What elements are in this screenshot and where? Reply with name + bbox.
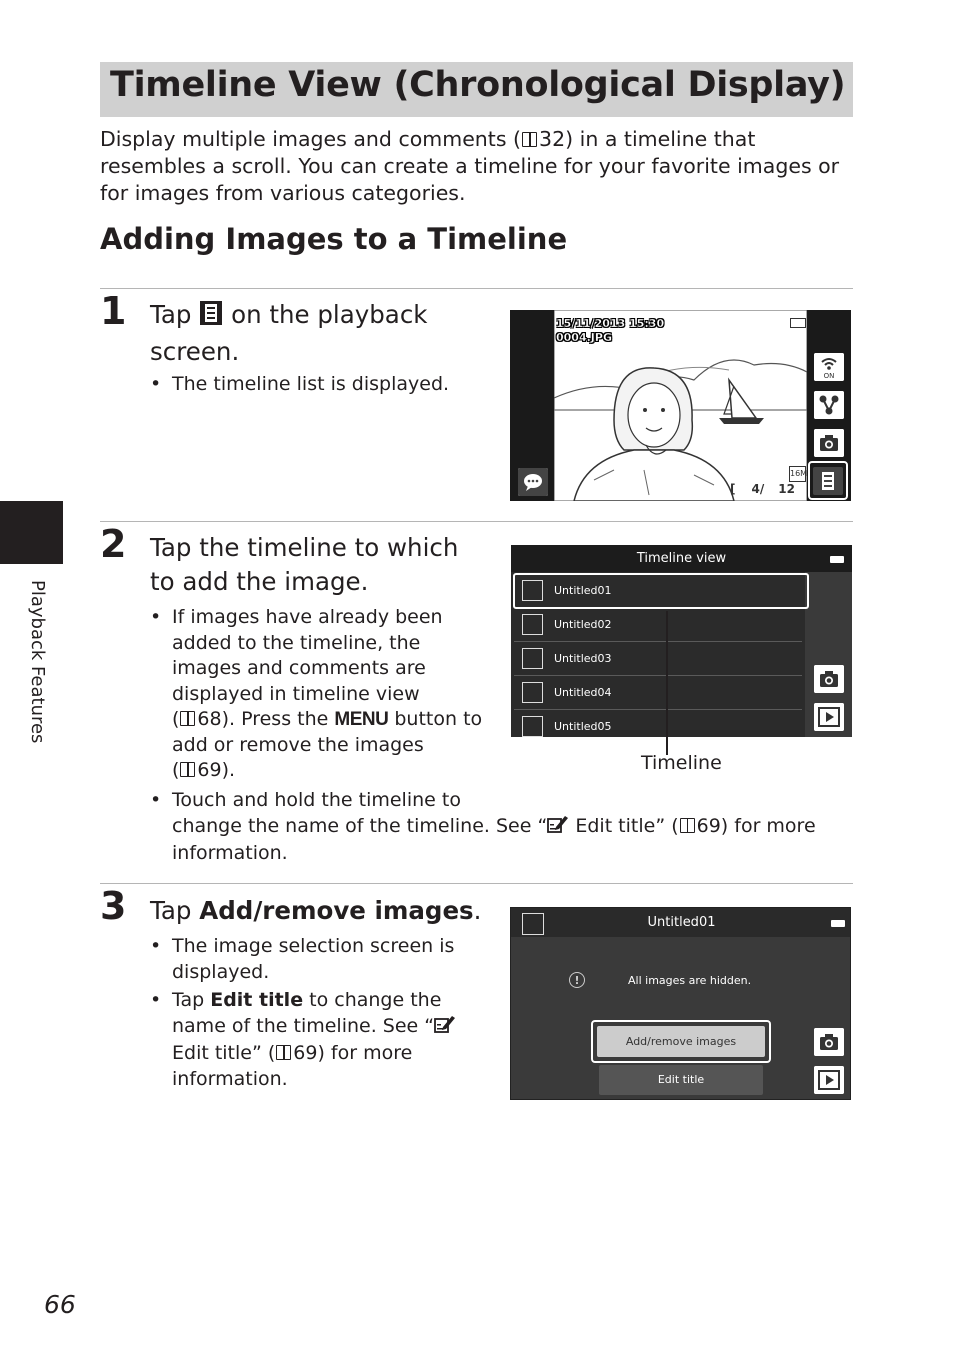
page-ref-icon bbox=[180, 711, 195, 726]
camera-icon bbox=[814, 665, 844, 693]
divider bbox=[100, 521, 853, 522]
playback-screen bbox=[510, 310, 851, 501]
battery-icon bbox=[831, 920, 845, 927]
frame-number: 4/ bbox=[751, 482, 765, 496]
menu-button-icon: MENU bbox=[334, 709, 389, 730]
edit-title-button[interactable]: Edit title bbox=[599, 1065, 763, 1095]
add-remove-images-button[interactable]: Add/remove images bbox=[597, 1026, 765, 1057]
intro-ref-number: 32 bbox=[539, 127, 566, 151]
share-icon bbox=[814, 391, 844, 419]
list-header: Timeline view bbox=[511, 545, 852, 572]
step1-head-b: on the playback bbox=[231, 300, 428, 329]
screen-header: Untitled01 bbox=[511, 908, 851, 937]
step2-heading: Tap the timeline to which to add the image. bbox=[150, 533, 459, 596]
checkbox[interactable] bbox=[522, 682, 543, 703]
list-item[interactable]: Untitled03 bbox=[514, 642, 802, 676]
step1-head-c: screen. bbox=[150, 337, 240, 366]
playback-button[interactable] bbox=[814, 1066, 844, 1094]
chapter-label: Playback Features bbox=[27, 580, 48, 744]
section-heading: Adding Images to a Timeline bbox=[100, 222, 568, 256]
timeline-callout-label: Timeline bbox=[641, 752, 722, 774]
list-item[interactable]: Untitled01 bbox=[514, 574, 802, 608]
step-number: 3 bbox=[100, 884, 127, 928]
info-icon: ! bbox=[569, 972, 585, 988]
edit-title-icon bbox=[434, 1014, 456, 1042]
timeline-icon bbox=[813, 467, 843, 495]
step1-head-a: Tap bbox=[150, 300, 192, 329]
intro-text-a: Display multiple images and comments ( bbox=[100, 127, 522, 151]
edit-title-icon bbox=[547, 814, 569, 842]
timeline-icon bbox=[199, 300, 223, 335]
chapter-tab bbox=[0, 501, 63, 564]
divider bbox=[100, 883, 853, 884]
photo-filename: 0004.JPG bbox=[556, 331, 612, 344]
selected-row-highlight bbox=[513, 573, 809, 609]
photo-datetime: 15/11/2013 15:30 bbox=[556, 317, 665, 330]
list-item[interactable]: Untitled05 bbox=[514, 710, 802, 737]
image-size-badge: 16M bbox=[789, 466, 806, 482]
hidden-images-message: All images are hidden. bbox=[628, 974, 752, 987]
play-icon bbox=[814, 703, 844, 731]
step-number: 2 bbox=[100, 522, 127, 566]
page-ref-icon bbox=[522, 132, 537, 147]
comment-button[interactable] bbox=[518, 468, 548, 496]
camera-icon bbox=[814, 429, 844, 457]
step-number: 1 bbox=[100, 289, 127, 333]
page-ref-icon bbox=[680, 818, 695, 833]
step1-heading bbox=[150, 298, 427, 369]
battery-icon bbox=[790, 318, 806, 328]
comment-icon bbox=[518, 468, 548, 496]
checkbox[interactable] bbox=[522, 648, 543, 669]
intro-paragraph bbox=[100, 126, 860, 207]
camera-button[interactable] bbox=[814, 1028, 844, 1056]
photo-info bbox=[556, 317, 664, 345]
checkbox[interactable] bbox=[522, 614, 543, 635]
list-item[interactable]: Untitled04 bbox=[514, 676, 802, 710]
list-item[interactable]: Untitled02 bbox=[514, 608, 802, 642]
frame-total: 12 bbox=[778, 482, 795, 496]
page-ref-icon bbox=[276, 1045, 291, 1060]
timeline-list-screen bbox=[511, 545, 852, 737]
battery-icon bbox=[830, 556, 844, 563]
camera-icon bbox=[814, 1028, 844, 1056]
wifi-button[interactable] bbox=[814, 353, 844, 381]
step3-heading: Tap Add/remove images. bbox=[150, 896, 482, 925]
camera-button[interactable] bbox=[814, 665, 844, 693]
checkbox[interactable] bbox=[522, 913, 544, 935]
page-ref-icon bbox=[180, 762, 195, 777]
timeline-button[interactable] bbox=[813, 467, 843, 495]
camera-button[interactable] bbox=[814, 429, 844, 457]
image-selection-screen bbox=[510, 907, 851, 1100]
checkbox[interactable] bbox=[522, 716, 543, 737]
wifi-label: ON bbox=[823, 372, 835, 380]
page-title: Timeline View (Chronological Display) bbox=[110, 65, 846, 105]
frame-counter: [ 4/ 12 bbox=[730, 482, 795, 496]
callout-line bbox=[666, 611, 668, 755]
play-icon bbox=[814, 1066, 844, 1094]
divider bbox=[100, 288, 853, 289]
playback-button[interactable] bbox=[814, 703, 844, 731]
wifi-icon bbox=[814, 353, 844, 381]
page-title-bar bbox=[100, 62, 853, 117]
intro-text-b: ) in a timeline that resembles a scroll. You can create a timeline for your favorite images or for images from various categories. bbox=[100, 127, 840, 205]
page-number: 66 bbox=[44, 1290, 76, 1319]
share-button[interactable] bbox=[814, 391, 844, 419]
